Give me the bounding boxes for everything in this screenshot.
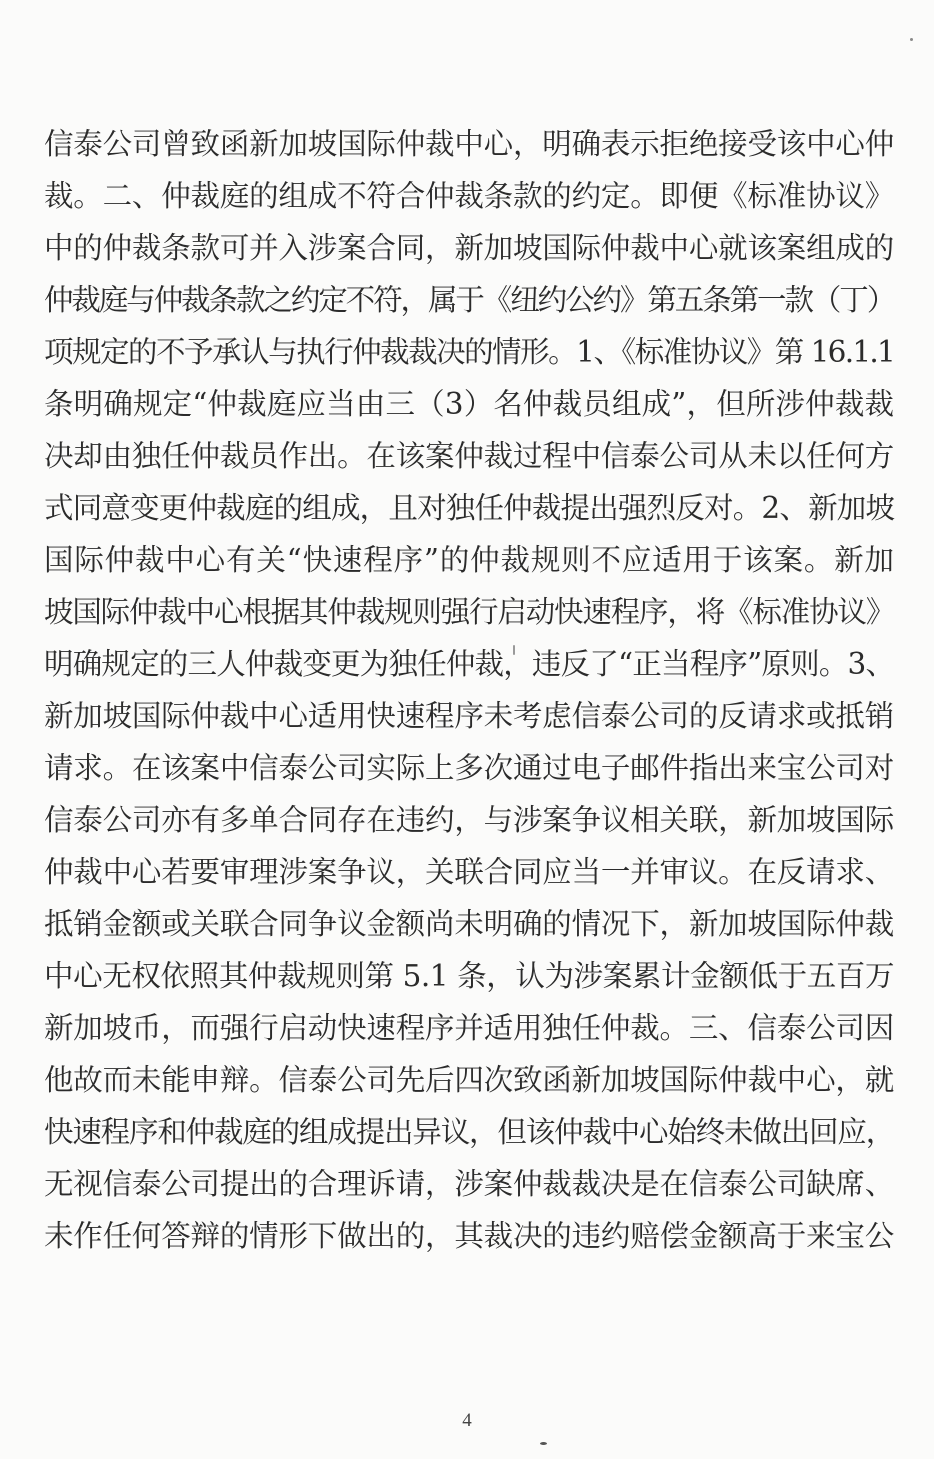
text-line: 新加坡国际仲裁中心适用快速程序未考虑信泰公司的反请求或抵销: [44, 699, 894, 733]
text-line: 抵销金额或关联合同争议金额尚未明确的情况下，新加坡国际仲裁: [44, 907, 894, 941]
text-line: 坡国际仲裁中心根据其仲裁规则强行启动快速程序，将《标准协议》: [44, 595, 894, 629]
text-line: 信泰公司曾致函新加坡国际仲裁中心，明确表示拒绝接受该中心仲: [44, 127, 894, 161]
text-line: 无视信泰公司提出的合理诉请，涉案仲裁裁决是在信泰公司缺席、: [44, 1167, 894, 1201]
text-line: 项规定的不予承认与执行仲裁裁决的情形。1、《标准协议》第 16.1.1: [44, 335, 894, 369]
scan-speck: [540, 1442, 547, 1445]
page-number: 4: [462, 1410, 472, 1431]
text-line: 中心无权依照其仲裁规则第 5.1 条，认为涉案累计金额低于五百万: [44, 959, 894, 993]
text-line: 快速程序和仲裁庭的组成提出异议，但该仲裁中心始终未做出回应，: [44, 1115, 894, 1149]
body-text: [44, 118, 894, 1262]
text-line: 裁。二、仲裁庭的组成不符合仲裁条款的约定。即便《标准协议》: [44, 179, 894, 213]
text-line: 未作任何答辩的情形下做出的，其裁决的违约赔偿金额高于来宝公: [44, 1219, 894, 1253]
text-line: 新加坡币，而强行启动快速程序并适用独任仲裁。三、信泰公司因: [44, 1011, 894, 1045]
text-line: 明确规定的三人仲裁变更为独任仲裁，违反了“正当程序”原则。3、: [44, 647, 894, 681]
text-line: 请求。在该案中信泰公司实际上多次通过电子邮件指出来宝公司对: [44, 751, 894, 785]
text-line: 他故而未能申辩。信泰公司先后四次致函新加坡国际仲裁中心，就: [44, 1063, 894, 1097]
text-line: 信泰公司亦有多单合同存在违约，与涉案争议相关联，新加坡国际: [44, 803, 894, 837]
text-line: 式同意变更仲裁庭的组成，且对独任仲裁提出强烈反对。2、新加坡: [44, 491, 894, 525]
scan-speck: [910, 38, 913, 41]
text-line: 国际仲裁中心有关“快速程序”的仲裁规则不应适用于该案。新加: [44, 543, 894, 577]
text-line: 中的仲裁条款可并入涉案合同，新加坡国际仲裁中心就该案组成的: [44, 231, 894, 265]
text-line: 仲裁庭与仲裁条款之约定不符，属于《纽约公约》第五条第一款（丁）: [44, 283, 894, 317]
text-line: 条明确规定“仲裁庭应当由三（3）名仲裁员组成”，但所涉仲裁裁: [44, 387, 894, 421]
text-line: 仲裁中心若要审理涉案争议，关联合同应当一并审议。在反请求、: [44, 855, 894, 889]
text-line: 决却由独任仲裁员作出。在该案仲裁过程中信泰公司从未以任何方: [44, 439, 894, 473]
